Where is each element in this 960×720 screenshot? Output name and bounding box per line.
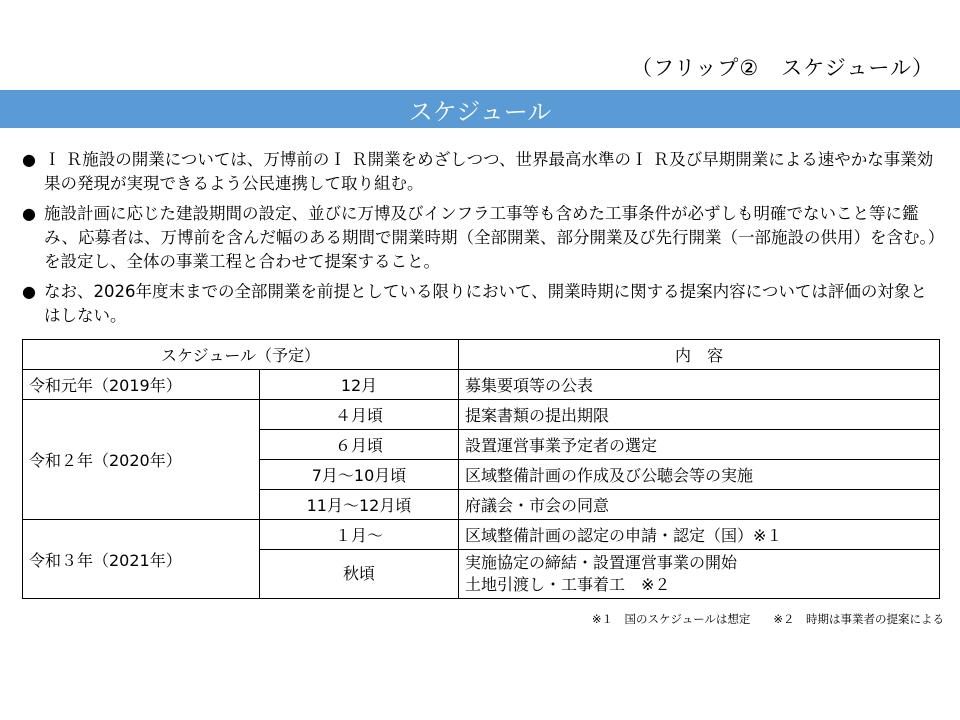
header-schedule: スケジュール（予定） <box>23 340 459 370</box>
content-cell <box>459 520 940 550</box>
bullet-item <box>22 148 942 196</box>
table-row <box>23 400 940 430</box>
content-line: 募集要項等の公表 <box>465 376 594 395</box>
schedule-table <box>22 339 940 599</box>
bullet-item <box>22 280 942 328</box>
bullet-list <box>22 148 942 334</box>
month-cell: ４月頃 <box>260 400 459 430</box>
footnote: ※１ 国のスケジュールは想定 ※２ 時期は事業者の提案による <box>591 612 944 626</box>
content-line: 実施協定の締結・設置運営事業の開始 <box>465 553 738 572</box>
year-cell: 令和２年（2020年） <box>23 400 260 520</box>
flip-label: （フリップ② スケジュール） <box>631 56 934 80</box>
content-line: 区域整備計画の作成及び公聴会等の実施 <box>465 466 754 485</box>
header-content: 内 容 <box>459 340 940 370</box>
content-cell <box>459 550 940 599</box>
content-line: 区域整備計画の認定の申請・認定（国）※１ <box>465 526 783 545</box>
bullet-dot-icon: ● <box>22 150 36 169</box>
bullet-dot-icon: ● <box>22 282 36 301</box>
bullet-item <box>22 202 942 274</box>
table-row <box>23 370 940 400</box>
year-cell: 令和３年（2021年） <box>23 520 260 599</box>
content-line: 土地引渡し・工事着工 ※２ <box>465 575 671 594</box>
month-cell: 7月～10月頃 <box>260 460 459 490</box>
content-cell <box>459 490 940 520</box>
page-title: スケジュール <box>0 90 960 128</box>
bullet-dot-icon: ● <box>22 204 36 223</box>
month-cell: 秋頃 <box>260 550 459 599</box>
table-row <box>23 520 940 550</box>
content-cell <box>459 430 940 460</box>
bullet-text: Ｉ Ｒ施設の開業については、万博前のＩ Ｒ開業をめざしつつ、世界最高水準のＩ Ｒ及び早期開業による速やかな事業効果の発現が実現できるよう公民連携して取り組む。 <box>44 150 934 193</box>
month-cell: 12月 <box>260 370 459 400</box>
month-cell: １月～ <box>260 520 459 550</box>
bullet-text: 施設計画に応じた建設期間の設定、並びに万博及びインフラ工事等も含めた工事条件が必ずしも明確でないこと等に鑑み、応募者は、万博前を含んだ幅のある期間で開業時期（全部開業、部分開業及び先行開業（一部施設の供用）を含む。）を設定し、全体の事業工程と合わせて提案すること。 <box>44 204 936 271</box>
content-line: 提案書類の提出期限 <box>465 406 610 425</box>
content-line: 府議会・市会の同意 <box>465 496 610 515</box>
month-cell: 11月～12月頃 <box>260 490 459 520</box>
year-cell: 令和元年（2019年） <box>23 370 260 400</box>
content-line: 設置運営事業予定者の選定 <box>465 436 658 455</box>
table-header-row <box>23 340 940 370</box>
bullet-text: なお、2026年度末までの全部開業を前提としている限りにおいて、開業時期に関する提案内容については評価の対象とはしない。 <box>44 282 927 325</box>
month-cell: ６月頃 <box>260 430 459 460</box>
content-cell <box>459 400 940 430</box>
content-cell <box>459 460 940 490</box>
content-cell <box>459 370 940 400</box>
